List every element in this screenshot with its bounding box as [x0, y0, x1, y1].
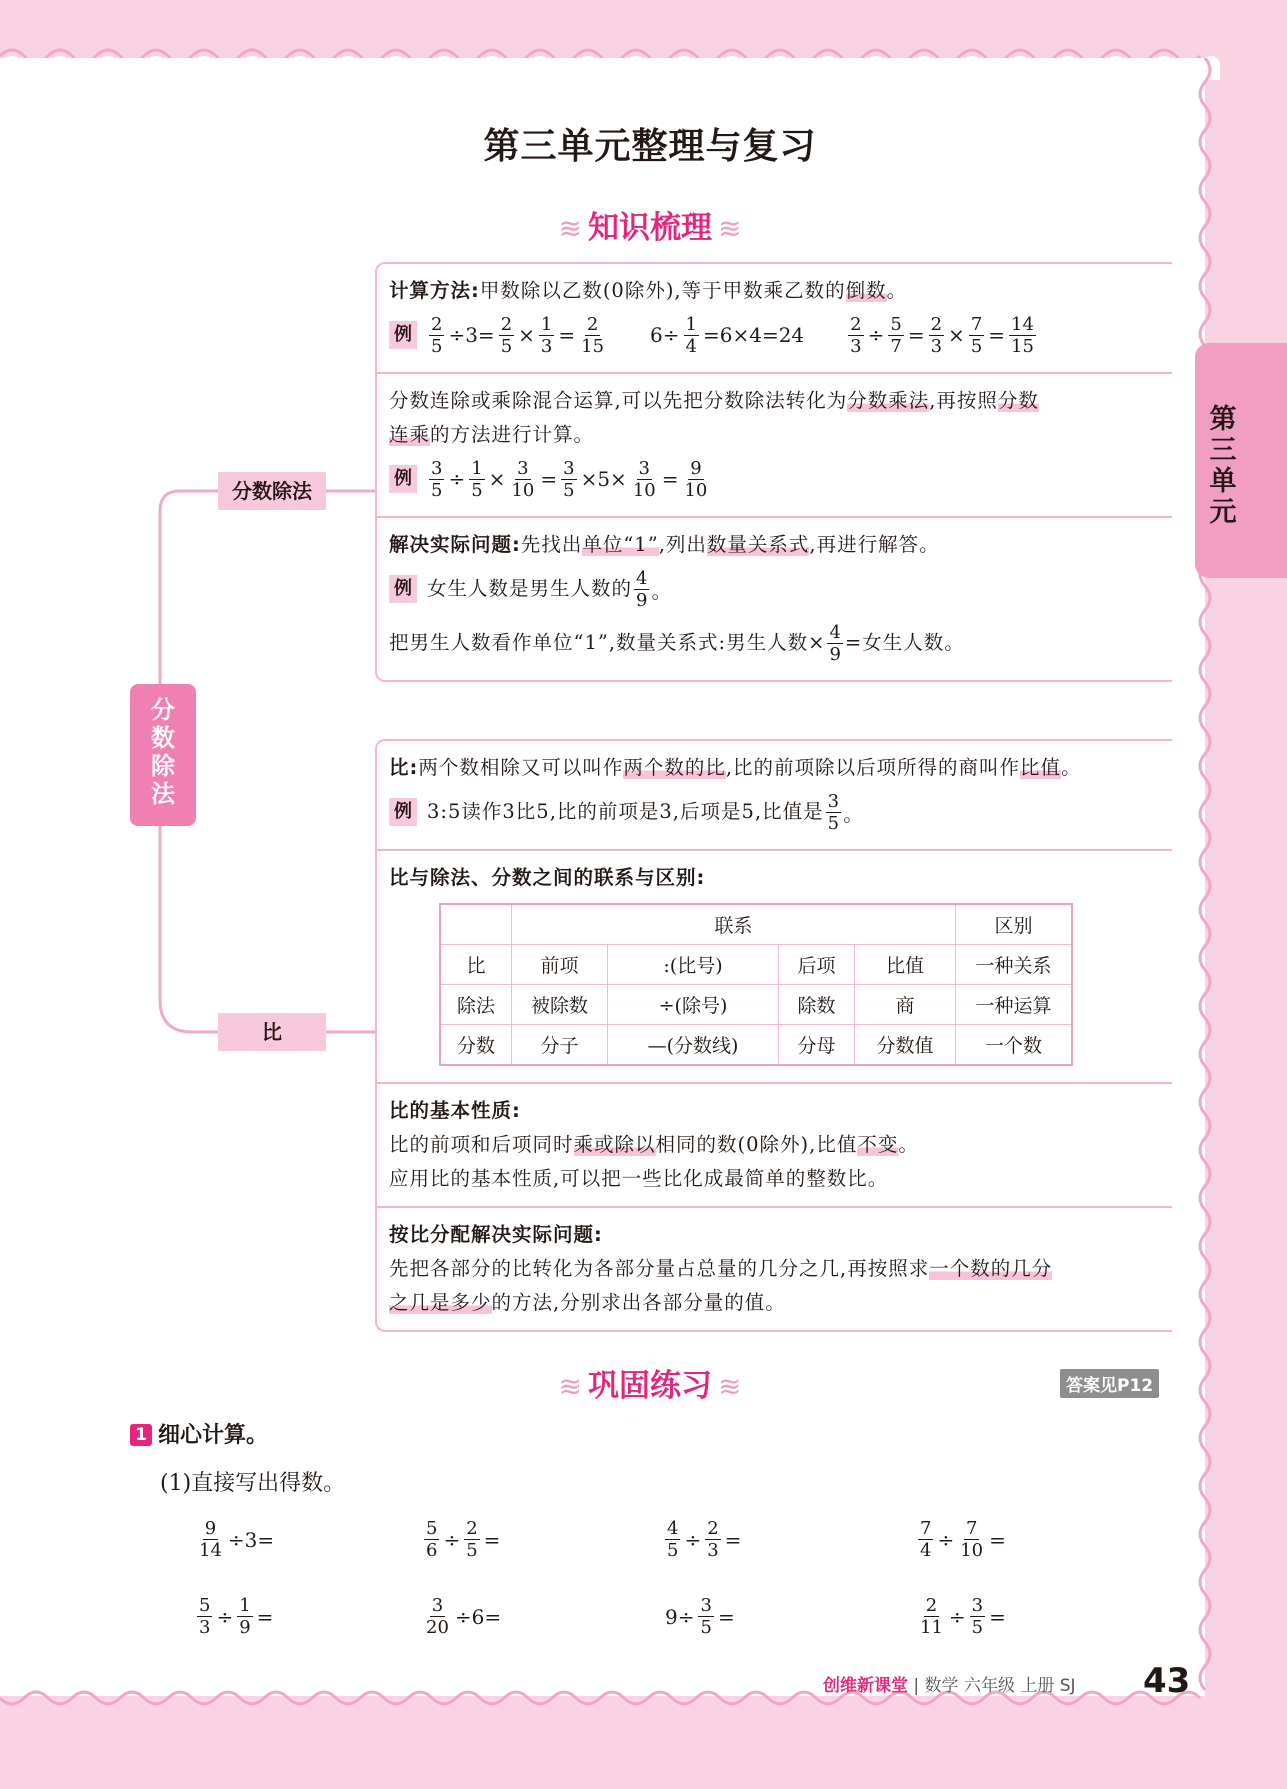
ratio-text: 。 — [1061, 756, 1082, 779]
mixed-operation-row — [377, 374, 1172, 518]
question-1 — [130, 1418, 268, 1449]
tree-node-fraction-division: 分数除法 — [218, 472, 326, 510]
ratio-example — [389, 785, 1160, 839]
fraction: $\frac{4}{9}$ — [636, 567, 648, 611]
ratio-property-row — [377, 1084, 1172, 1208]
calc-method-text: 甲数除以乙数(0除外),等于甲数乘乙数的 — [479, 279, 846, 302]
table-cell: 后项 — [779, 945, 855, 985]
ratio-text: ,比的前项除以后项所得的商叫作 — [725, 756, 1021, 779]
example-badge: 例 — [389, 575, 417, 603]
ratio-heading: 比: — [389, 756, 419, 779]
fraction: $\frac{2}{15}$ — [581, 313, 605, 357]
table-row — [440, 945, 1072, 985]
table-row — [440, 1025, 1072, 1066]
table-cell: :(比号) — [608, 945, 779, 985]
table-cell: 前项 — [512, 945, 608, 985]
table-cell: 比值 — [855, 945, 956, 985]
table-row — [440, 904, 1072, 945]
practical-relation — [389, 616, 1160, 670]
ratio-example-text: 3:5读作3比5,比的前项是3,后项是5,比值是 — [427, 800, 824, 823]
fraction: $\frac{1}{3}$ — [540, 313, 553, 357]
problem-item[interactable]: $\frac{5}{6}$ ÷ $\frac{2}{5}$ = — [426, 1518, 501, 1561]
mixed-op-highlight: 分数 — [997, 389, 1039, 412]
ratio-text: 两个数相除又可以叫作 — [418, 756, 624, 779]
practical-text: 先找出 — [520, 533, 583, 556]
fraction: $\frac{3}{5}$ — [431, 457, 443, 501]
fraction: $\frac{1}{4}$ — [685, 313, 697, 357]
mixed-op-highlight: 分数乘法 — [847, 389, 930, 412]
tree-root-label: 分数除法 — [151, 696, 175, 808]
fraction: $\frac{3}{5}$ — [563, 457, 575, 501]
table-cell: —(分数线) — [608, 1025, 779, 1066]
tree-node-ratio: 比 — [218, 1013, 326, 1051]
footer-info: 数学 六年级 上册 SJ — [924, 1676, 1076, 1696]
wave-deco-icon: ≋ — [558, 212, 582, 245]
wave-deco-icon: ≋ — [718, 212, 742, 245]
table-cell: 被除数 — [512, 985, 608, 1025]
fraction: $\frac{5}{7}$ — [890, 313, 902, 357]
practical-heading: 解决实际问题: — [389, 533, 521, 556]
wave-deco-icon: ≋ — [718, 1370, 742, 1403]
ratio-relation-row — [377, 851, 1172, 1084]
section-practice-title: 巩固练习 — [588, 1368, 712, 1404]
comparison-table — [439, 903, 1073, 1066]
mixed-op-text: ,再按照 — [929, 389, 998, 412]
ratio-highlight: 比值 — [1020, 756, 1062, 779]
page-title: 第三单元整理与复习 — [483, 126, 817, 167]
fraction: $\frac{3}{10}$ — [511, 457, 535, 501]
table-cell: 一种关系 — [956, 945, 1073, 985]
table-cell: 商 — [855, 985, 956, 1025]
practical-relation-text: 把男生人数看作单位“1”,数量关系式:男生人数× — [389, 631, 826, 654]
problem-item[interactable]: $\frac{2}{11}$ ÷ $\frac{3}{5}$ = — [920, 1595, 1006, 1638]
practical-example — [389, 562, 1160, 616]
ratio-property-heading: 比的基本性质: — [389, 1099, 521, 1122]
mixed-op-text: 的方法进行计算。 — [430, 423, 595, 446]
fraction: $\frac{1}{5}$ — [471, 457, 483, 501]
fraction-division-box — [375, 262, 1172, 682]
practical-example-period: 。 — [651, 578, 672, 603]
fraction: $\frac{7}{5}$ — [970, 313, 983, 357]
page-footer: 创维新课堂 | 数学 六年级 上册 SJ — [823, 1676, 1076, 1696]
calc-method-heading: 计算方法: — [389, 279, 480, 302]
example-badge: 例 — [389, 321, 417, 349]
footer-brand: 创维新课堂 — [823, 1676, 908, 1696]
ratio-definition-row — [377, 741, 1172, 851]
proportional-distribution-row — [377, 1208, 1172, 1330]
question-1-title: 细心计算。 — [158, 1423, 269, 1448]
table-cell: 比 — [440, 945, 512, 985]
practical-highlight: 单位“1” — [582, 533, 659, 556]
wave-deco-icon: ≋ — [558, 1370, 582, 1403]
calc-method-examples: 例 $\frac{2}{5}$ ÷3= $\frac{2}{5}$ × $\frac{1}{3}$ = $\frac{2}{15}$ 6÷ $\frac{1}{4}$ =6×4=24 $\frac{2}{3}$ ÷ $\frac{5}{7}$ = $\frac{2}{3}$ × $\frac{7}{5}$ = $\frac{14}{15}$ — [389, 308, 1160, 362]
example-badge: 例 — [389, 465, 417, 493]
table-cell: ÷(除号) — [608, 985, 779, 1025]
calc-method-row — [377, 264, 1172, 374]
unit-side-tab-label: 第三单元 — [1209, 404, 1237, 528]
question-1-sub: (1)直接写出得数。 — [160, 1471, 346, 1496]
table-header-relation: 联系 — [512, 904, 956, 945]
ratio-property-highlight: 不变 — [857, 1133, 899, 1156]
calc-method-highlight: 倒数 — [845, 279, 887, 302]
practical-text: ,再进行解答。 — [809, 533, 940, 556]
fraction: $\frac{14}{15}$ — [1011, 313, 1034, 357]
practical-relation-text: =女生人数。 — [844, 631, 965, 654]
fraction: $\frac{2}{5}$ — [500, 313, 513, 357]
fraction: $\frac{3}{5}$ — [827, 790, 840, 834]
problem-item[interactable]: $\frac{7}{4}$ ÷ $\frac{7}{10}$ = — [920, 1518, 1006, 1561]
fraction: $\frac{9}{10}$ — [684, 457, 708, 501]
section-knowledge-heading — [0, 202, 1287, 247]
practical-example-text: 女生人数是男生人数的 — [427, 577, 633, 600]
mixed-op-example: 例 $\frac{3}{5}$ ÷ $\frac{1}{5}$ × $\frac{3}{10}$ = $\frac{3}{5}$ ×5× $\frac{3}{10}$ = $\frac{9}{10}$ — [389, 452, 1160, 506]
ratio-example-period: 。 — [843, 801, 864, 826]
right-wave-border — [1195, 58, 1219, 1698]
fraction: $\frac{2}{5}$ — [431, 313, 443, 357]
problem-item[interactable]: $\frac{5}{3}$ ÷ $\frac{1}{9}$ = — [199, 1595, 274, 1638]
fraction: $\frac{4}{9}$ — [829, 621, 841, 665]
ratio-property-text: 比的前项和后项同时 — [389, 1133, 574, 1156]
calc-method-period: 。 — [886, 279, 908, 302]
distribution-highlight: 之几是多少 — [389, 1291, 492, 1314]
distribution-text: 的方法,分别求出各部分量的值。 — [491, 1291, 786, 1314]
practical-problem-row — [377, 518, 1172, 680]
fraction: $\frac{2}{3}$ — [930, 313, 943, 357]
fraction: $\frac{2}{3}$ — [850, 313, 862, 357]
practical-highlight: 数量关系式 — [706, 533, 810, 556]
mixed-op-highlight: 连乘 — [389, 423, 431, 446]
ratio-highlight: 两个数的比 — [623, 756, 726, 779]
ratio-box — [375, 739, 1172, 1332]
distribution-text: 先把各部分的比转化为各部分量占总量的几分之几,再按照求 — [389, 1257, 930, 1280]
problem-item[interactable]: $\frac{3}{20}$ ÷6= — [426, 1595, 502, 1638]
answer-reference-badge[interactable]: 答案见P12 — [1060, 1369, 1159, 1398]
table-row — [440, 985, 1072, 1025]
page-number: 43 — [1143, 1661, 1191, 1701]
question-number-badge: 1 — [130, 1424, 152, 1446]
table-cell — [440, 904, 512, 945]
ratio-property-text: 。 — [898, 1133, 919, 1156]
problem-item[interactable]: $\frac{9}{14}$ ÷3= — [199, 1518, 275, 1561]
distribution-heading: 按比分配解决实际问题: — [389, 1223, 603, 1246]
mixed-op-text: 分数连除或乘除混合运算,可以先把分数除法转化为 — [389, 389, 848, 412]
table-cell: 除法 — [440, 985, 512, 1025]
ratio-relation-heading: 比与除法、分数之间的联系与区别: — [389, 866, 706, 889]
table-cell: 一种运算 — [956, 985, 1073, 1025]
table-cell: 分数值 — [855, 1025, 956, 1066]
section-knowledge-title: 知识梳理 — [588, 210, 712, 246]
table-cell: 分母 — [779, 1025, 855, 1066]
table-cell: 除数 — [779, 985, 855, 1025]
example-badge: 例 — [389, 798, 417, 826]
problem-item[interactable]: 9÷ $\frac{3}{5}$ = — [665, 1595, 735, 1638]
table-cell: 分子 — [512, 1025, 608, 1066]
practical-text: ,列出 — [658, 533, 707, 556]
problem-item[interactable]: $\frac{4}{5}$ ÷ $\frac{2}{3}$ = — [667, 1518, 742, 1561]
ratio-property-text: 相同的数(0除外),比值 — [655, 1133, 858, 1156]
ratio-property-highlight: 乘或除以 — [573, 1133, 656, 1156]
distribution-highlight: 一个数的几分 — [929, 1257, 1053, 1280]
table-cell: 分数 — [440, 1025, 512, 1066]
tree-root-fraction-division — [130, 684, 196, 826]
table-cell: 一个数 — [956, 1025, 1073, 1066]
ratio-property-application: 应用比的基本性质,可以把一些比化成最简单的整数比。 — [389, 1167, 889, 1190]
table-header-difference: 区别 — [956, 904, 1073, 945]
fraction: $\frac{3}{10}$ — [632, 457, 656, 501]
